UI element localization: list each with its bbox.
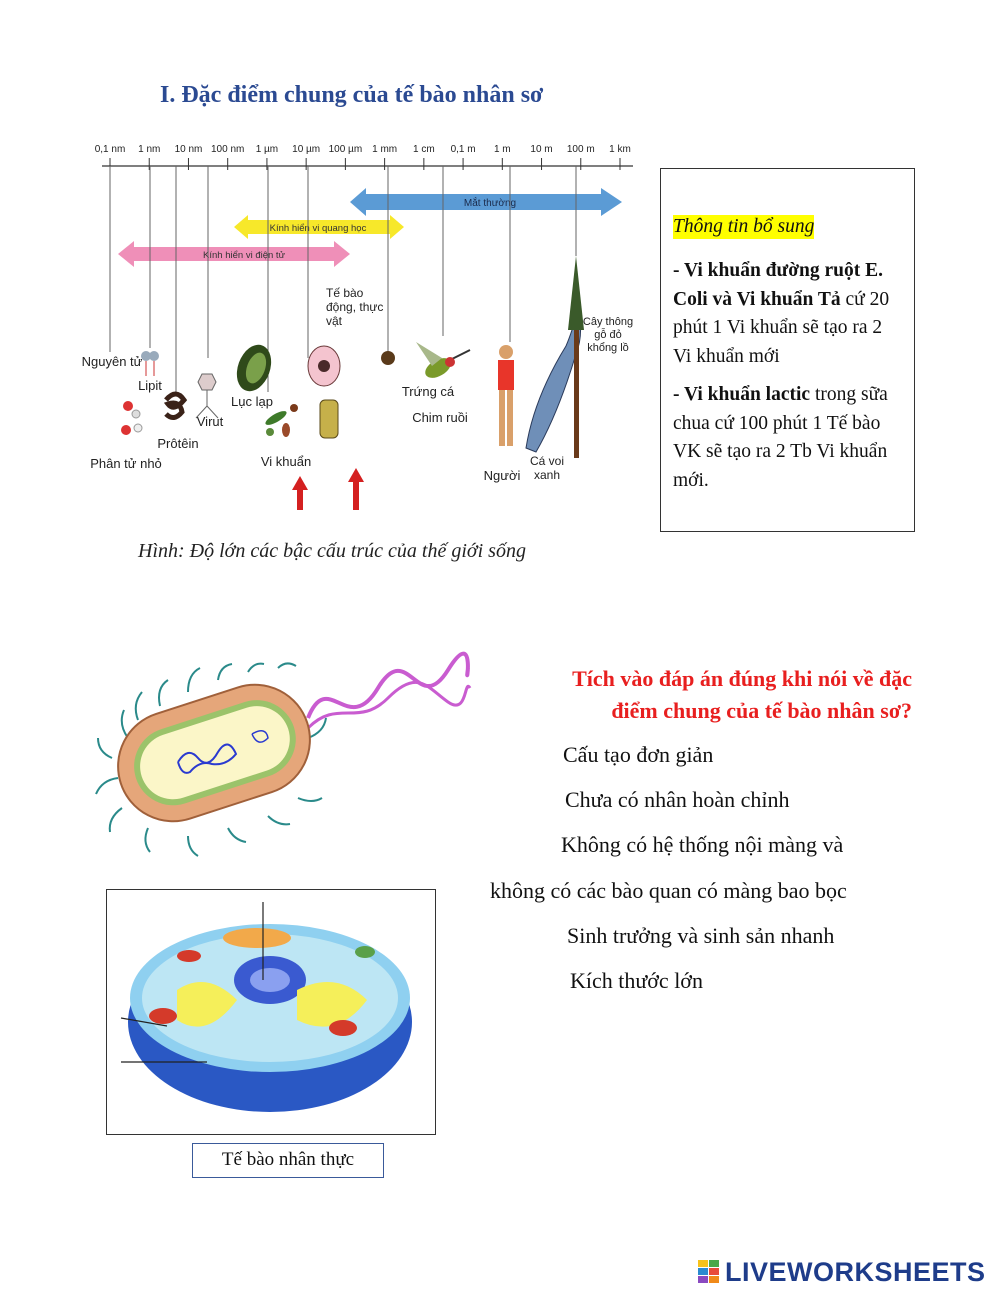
label-plant-animal-cells: Tế bào động, thực vật <box>326 286 384 328</box>
info-p1-bold: - Vi khuẩn đường ruột E. Coli và Vi khuẩn Tả <box>673 260 883 310</box>
scale-tick-label: 10 µm <box>292 144 321 155</box>
liveworksheets-logo-icon <box>698 1260 720 1284</box>
option-no-endomembrane-line2[interactable]: không có các bào quan có màng bao bọc <box>490 878 847 903</box>
label-fish-egg: Trứng cá <box>401 384 455 399</box>
scale-tick-label: 1 µm <box>255 144 279 155</box>
red-arrow-bacteria-icon <box>292 476 308 510</box>
range-label-electron-microscope: Kính hiển vi điện tử <box>203 250 285 261</box>
page-title: I. Đặc điểm chung của tế bào nhân sơ <box>160 82 544 108</box>
liveworksheets-logo-text: LIVEWORKSHEETS <box>725 1256 986 1287</box>
label-atom: Nguyên tử <box>81 354 143 369</box>
option-no-complete-nucleus[interactable]: Chưa có nhân hoàn chỉnh <box>565 787 790 812</box>
scale-tick-label: 100 nm <box>211 144 245 155</box>
scale-tick-label: 10 m <box>530 144 553 155</box>
cells-icon <box>308 346 340 438</box>
option-no-endomembrane-line1[interactable]: Không có hệ thống nội màng và <box>561 832 844 857</box>
label-blue-whale: Cá voi xanh <box>529 454 564 482</box>
protein-icon <box>166 394 184 418</box>
info-p2-rest: trong sữa chua cứ 100 phút 1 Tế bào VK sẽ tạo ra 2 Tb Vi khuẩn mới. <box>673 384 888 491</box>
hummingbird-icon <box>416 342 470 382</box>
scale-tick-label: 1 nm <box>138 144 161 155</box>
virus-icon <box>196 374 218 418</box>
blue-whale-icon <box>526 310 581 452</box>
range-arrow-light-microscope <box>234 215 404 239</box>
human-icon <box>498 345 514 446</box>
molecules-icon <box>121 401 142 435</box>
label-bacteria: Vi khuẩn <box>260 454 312 469</box>
eukaryotic-cell-image <box>106 889 436 1135</box>
range-label-light-microscope: Kính hiển vi quang học <box>269 223 367 234</box>
label-small-molecule: Phân tử nhỏ <box>90 456 162 471</box>
option-simple-structure[interactable]: Cấu tạo đơn giản <box>563 742 714 767</box>
fish-egg-icon <box>381 351 395 365</box>
range-arrow-electron-microscope <box>118 241 350 267</box>
label-hummingbird: Chim ruồi <box>412 410 468 425</box>
question-line-2: điểm chung của tế bào nhân sơ? <box>611 698 912 723</box>
eukaryotic-cell-label: Tế bào nhân thực <box>192 1143 384 1178</box>
info-paragraph-1 <box>673 257 904 371</box>
label-chloroplast: Lục lạp <box>231 394 273 409</box>
question-prompt <box>490 663 912 727</box>
info-box <box>660 168 915 532</box>
label-redwood: Cây thông gỗ đỏ khổng lồ <box>582 316 634 354</box>
eukaryotic-cell-illustration <box>107 890 437 1136</box>
scale-tick-label: 100 µm <box>328 144 363 155</box>
info-p2-bold: - Vi khuẩn lactic <box>673 384 811 405</box>
scale-tick-label: 1 cm <box>413 144 435 155</box>
bacterium-illustration <box>98 658 470 858</box>
range-label-naked-eye: Mắt thường <box>463 198 517 209</box>
range-arrow-naked-eye <box>350 188 622 216</box>
info-paragraph-2 <box>673 381 904 495</box>
label-human: Người <box>483 468 521 483</box>
scale-tick-label: 1 mm <box>372 144 398 155</box>
size-scale-figure <box>81 130 638 522</box>
red-arrow-cells-icon <box>348 468 364 510</box>
label-lipid: Lipit <box>138 378 162 393</box>
figure-caption: Hình: Độ lớn các bậc cấu trúc của thế giới sống <box>138 540 526 562</box>
scale-tick-label: 10 nm <box>174 144 203 155</box>
label-virus: Virut <box>196 414 224 429</box>
lipid-icon <box>141 351 159 376</box>
info-p1-rest: cứ 20 phút 1 Vi khuẩn sẽ tạo ra 2 Vi khuẩn mới <box>673 288 890 367</box>
scale-tick-label: 1 m <box>493 144 511 155</box>
question-line-1: Tích vào đáp án đúng khi nói về đặc <box>572 666 912 691</box>
scale-tick-label: 0,1 m <box>450 144 476 155</box>
option-fast-growth[interactable]: Sinh trưởng và sinh sản nhanh <box>567 923 835 948</box>
option-large-size[interactable]: Kích thước lớn <box>570 968 703 993</box>
scale-tick-label: 100 m <box>566 144 595 155</box>
info-title: Thông tin bổ sung <box>673 216 815 237</box>
scale-tick-label: 1 km <box>609 144 631 155</box>
liveworksheets-logo <box>698 1256 986 1288</box>
label-protein: Prôtêin <box>157 436 199 451</box>
scale-tick-label: 0,1 nm <box>94 144 126 155</box>
chloroplast-icon <box>231 340 277 396</box>
